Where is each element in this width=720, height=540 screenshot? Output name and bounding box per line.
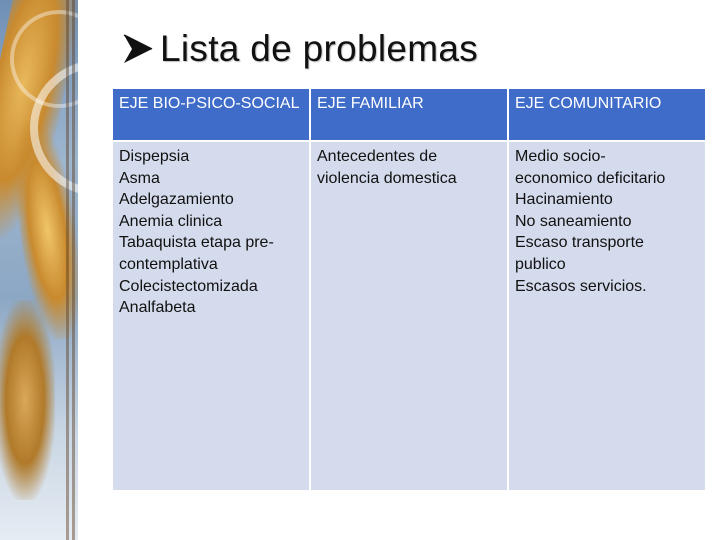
list-item: Escaso transporte [515,234,644,252]
list-item: Tabaquista etapa pre- [119,234,274,252]
list-item: Asma [119,169,160,187]
list-item: Adelgazamiento [119,191,234,209]
table-header-label: EJE FAMILIAR [317,95,424,112]
table-header-familiar [311,89,507,140]
list-item: Escasos servicios. [515,277,647,295]
list-item: Hacinamiento [515,191,613,209]
list-item: contemplativa [119,255,218,273]
table-cell-familiar [311,142,507,490]
table-header-comunitario [509,89,705,140]
list-item: No saneamiento [515,212,632,230]
problems-table [113,89,705,490]
list-item: Colecistectomizada [119,277,258,295]
list-item: Anemia clinica [119,212,223,230]
slide-title [118,24,478,74]
table-header-bio-psico-social [113,89,309,140]
slide-title-text: Lista de problemas [160,28,479,69]
list-item: economico deficitario [515,169,666,187]
arrow-bullet-icon [118,29,158,69]
list-item: publico [515,255,566,273]
list-item: violencia domestica [317,169,457,187]
decorative-wheat-image [0,0,78,540]
list-item: Analfabeta [119,299,196,317]
list-item: Medio socio- [515,148,606,165]
list-item: Dispepsia [119,148,190,165]
table-cell-bio-psico-social [113,142,309,490]
table-cell-comunitario [509,142,705,490]
table-header-label: EJE BIO-PSICO-SOCIAL [119,95,300,112]
list-item: Antecedentes de [317,148,438,165]
table-header-label: EJE COMUNITARIO [515,95,662,112]
